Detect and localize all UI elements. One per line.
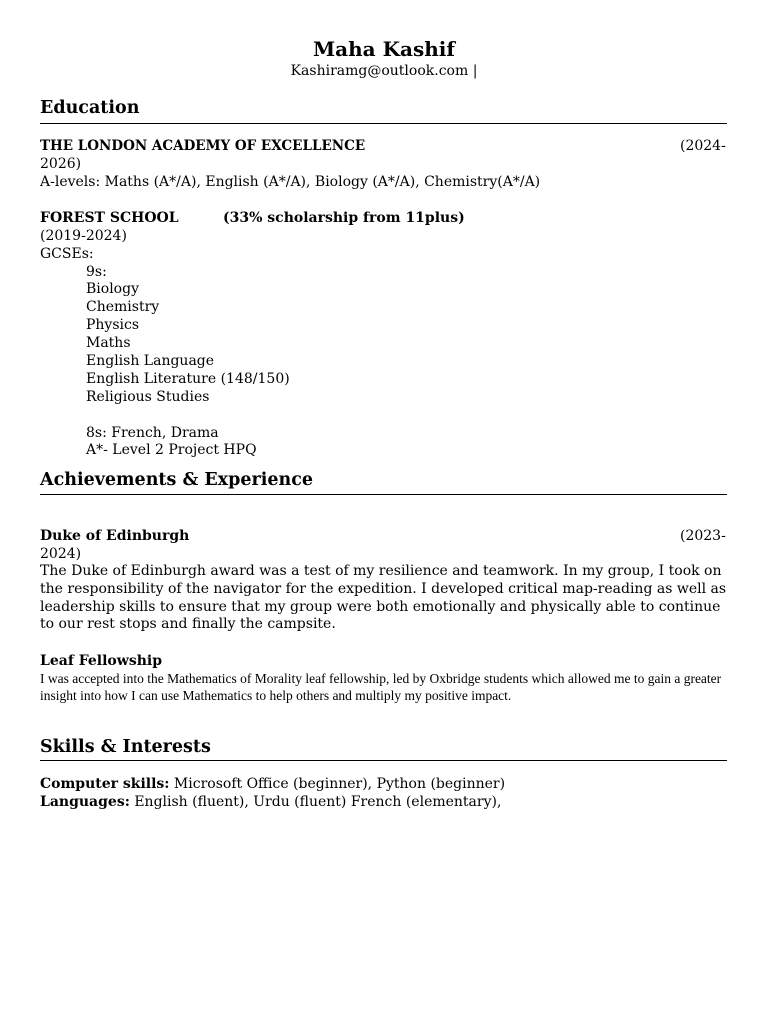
leaf-description: I was accepted into the Mathematics of Morality leaf fellowship, led by Oxbridge students which allowed me to gain a greater insight into how I can use Mathematics to help others and multiply my positive impact. — [40, 671, 722, 703]
school1-alevels: A-levels: Maths (A*/A), English (A*/A), Biology (A*/A), Chemistry(A*/A) — [40, 174, 541, 190]
gcse-subject: Biology — [86, 281, 139, 297]
languages-label: Languages: — [40, 794, 130, 810]
school1-dates-end: 2026) — [40, 156, 82, 172]
computer-skills-value: Microsoft Office (beginner), Python (beginner) — [169, 776, 506, 792]
gcse-subject: Physics — [86, 317, 140, 333]
computer-skills-line — [40, 775, 505, 793]
contact-email: Kashiramg@outlook.com | — [290, 63, 478, 79]
gcse-subject: Chemistry — [86, 299, 160, 315]
school1-name: THE LONDON ACADEMY OF EXCELLENCE — [40, 138, 366, 154]
gcse-subject: English Language — [86, 353, 215, 369]
leaf-title: Leaf Fellowship — [40, 653, 162, 669]
gcse-subject: English Literature (148/150) — [86, 371, 290, 387]
gcse-subject: Religious Studies — [86, 389, 210, 405]
gcse-nines-label: 9s: — [86, 264, 107, 280]
skills-heading: Skills & Interests — [40, 737, 211, 757]
hpq-grade: A*- Level 2 Project HPQ — [86, 442, 257, 458]
school2-dates: (2019-2024) — [40, 228, 127, 244]
languages-value: English (fluent), Urdu (fluent) French (elementary), — [129, 794, 502, 810]
achievements-heading: Achievements & Experience — [40, 470, 313, 490]
school2-scholarship: (33% scholarship from 11plus) — [223, 210, 465, 226]
skills-divider — [40, 760, 727, 761]
gcse-subject: Maths — [86, 335, 131, 351]
school1-dates-start: (2024- — [680, 138, 726, 154]
achievements-divider — [40, 494, 727, 495]
school2-name: FOREST SCHOOL — [40, 210, 179, 226]
gcse-label: GCSEs: — [40, 246, 94, 262]
languages-line — [40, 793, 501, 811]
dofe-description: The Duke of Edinburgh award was a test of my resilience and teamwork. In my group, I took on the responsibility of the navigator for the expedition. I developed critical map-reading as well as leadership skills to ensure that my group were both emotionally and physically able to continue to our rest stops and finally the campsite. — [40, 563, 727, 633]
gcse-eights: 8s: French, Drama — [86, 425, 219, 441]
dofe-dates-end: 2024) — [40, 546, 82, 562]
education-divider — [40, 123, 727, 124]
computer-skills-label: Computer skills: — [40, 776, 170, 792]
candidate-name: Maha Kashif — [313, 37, 455, 61]
education-heading: Education — [40, 98, 140, 118]
dofe-title: Duke of Edinburgh — [40, 528, 190, 544]
dofe-dates-start: (2023- — [680, 528, 726, 544]
